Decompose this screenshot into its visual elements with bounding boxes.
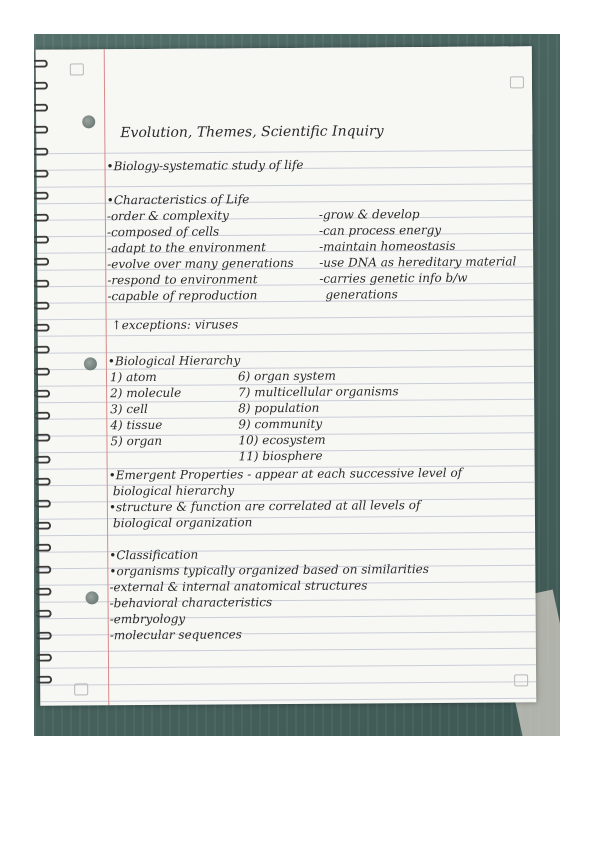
hierarchy-item: 4) tissue [110,417,163,433]
spiral-ring [34,104,48,112]
classification-item: -external & internal anatomical structures [109,578,368,595]
classification-heading: •Classification [109,547,199,563]
spiral-ring [34,192,49,200]
hierarchy-item: 3) cell [110,401,148,417]
hierarchy-item: 5) organ [110,433,163,449]
characteristic-item: -adapt to the environment [107,240,267,256]
spiral-ring [36,654,52,662]
definition-line: •Biology-systematic study of life [106,157,304,174]
punch-hole [82,115,95,128]
corner-mark [74,683,88,695]
spiral-ring [35,544,51,552]
spiral-ring [34,412,50,420]
spiral-ring [34,60,48,68]
characteristic-item: -grow & develop [318,207,420,222]
spiral-ring [34,280,49,288]
spiral-ring [34,148,48,156]
hierarchy-item: 9) community [238,416,323,432]
classification-item: -behavioral characteristics [109,595,273,611]
classification-item: -molecular sequences [109,627,242,643]
spiral-ring [35,566,51,574]
characteristics-heading: •Characteristics of Life [106,192,250,208]
emergent-properties-line: •Emergent Properties - appear at each successive level of [108,465,463,483]
spiral-ring [34,170,49,178]
corner-mark [510,76,524,88]
exceptions-note: ↑exceptions: viruses [111,317,239,333]
spiral-ring [35,478,51,486]
hierarchy-heading: •Biological Hierarchy [107,353,241,369]
characteristic-item: -maintain homeostasis [319,238,456,254]
hierarchy-item: 8) population [238,400,320,416]
spiral-ring [34,434,50,442]
spiral-ring [34,126,48,134]
hierarchy-item: 11) biosphere [238,448,323,464]
structure-function-line: •structure & function are correlated at all levels of [108,498,421,515]
classification-item: -embryology [109,611,186,627]
spiral-ring [36,610,52,618]
hierarchy-item: 7) multicellular organisms [238,384,399,400]
notebook-photo [34,34,560,736]
characteristic-item: -can process energy [318,222,442,238]
characteristic-item: -respond to environment [107,272,258,288]
spiral-ring [34,346,50,354]
spiral-ring [34,390,50,398]
spiral-ring [34,302,50,310]
spiral-ring [34,214,49,222]
classification-item: •organisms typically organized based on similarities [109,562,429,579]
notebook-page [36,46,537,705]
punch-hole [84,357,97,370]
characteristic-item: -order & complexity [106,208,229,224]
spiral-ring [34,258,49,266]
page-title: Evolution, Themes, Scientific Inquiry [120,123,384,142]
hierarchy-item: 6) organ system [237,368,336,384]
spiral-ring [34,82,48,90]
characteristic-item: -evolve over many generations [107,255,294,272]
spiral-ring [35,500,51,508]
spiral-ring [35,456,51,464]
corner-mark [514,674,528,686]
hierarchy-item: 10) ecosystem [238,432,326,448]
spiral-ring [36,676,52,684]
spiral-ring [35,588,51,596]
spiral-ring [34,236,49,244]
hierarchy-item: 1) atom [109,369,157,385]
spiral-ring [35,522,51,530]
characteristic-item: -use DNA as hereditary material [319,254,517,270]
hierarchy-item: 2) molecule [110,385,182,401]
punch-hole [85,591,98,604]
emergent-properties-line: biological hierarchy [112,483,235,499]
spiral-ring [34,368,50,376]
characteristic-item: -carries genetic info b/w [319,270,468,286]
structure-function-line: biological organization [112,515,253,531]
margin-line [104,49,110,705]
characteristic-item: -composed of cells [106,224,220,240]
characteristic-item: -capable of reproduction [107,288,258,304]
characteristic-item: generations [325,287,398,302]
spiral-ring [36,632,52,640]
corner-mark [70,63,84,75]
spiral-ring [34,324,50,332]
